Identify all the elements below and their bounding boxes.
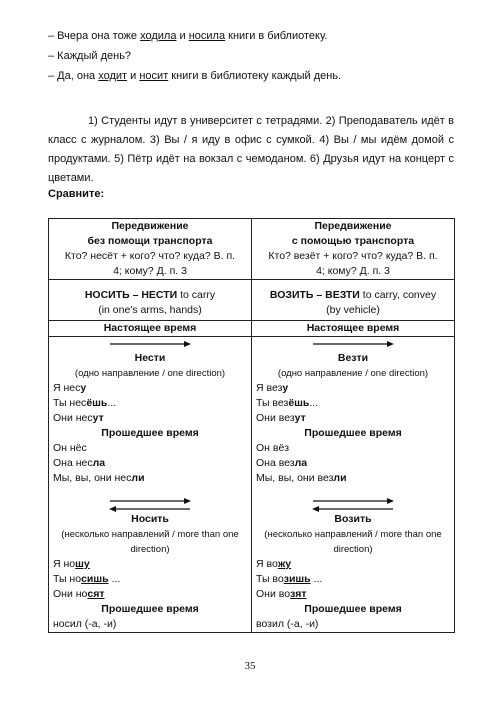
exercise-paragraph: 1) Студенты идут в университет с тетрадями. 2) Преподаватель идёт в класс с журналом. 3) Вы / я иду в офис с сумкой. 4) Вы / мы идём домой с продуктами. 5) Пётр идёт на вокзал с чемоданом. 6) Друзья идут на концерт с цветами. bbox=[48, 115, 454, 184]
compare-heading: Сравните: bbox=[48, 188, 105, 200]
left-present-form bbox=[53, 411, 247, 426]
right-multidirectional-note-2: direction) bbox=[333, 544, 373, 555]
verb-ending: шу bbox=[75, 558, 90, 570]
left-past-form bbox=[53, 456, 247, 471]
verb-ending: у bbox=[282, 382, 289, 394]
verb-ending: ли bbox=[333, 472, 347, 484]
verb-stem: Мы, вы, они нес bbox=[53, 472, 132, 484]
right-unidirectional-note: (одно направление / one direction) bbox=[277, 368, 429, 379]
dialog-line bbox=[48, 70, 341, 82]
verb-stem: Ты нес bbox=[53, 397, 87, 409]
verb-stem: Они вез bbox=[256, 412, 295, 424]
conjugation-row bbox=[49, 337, 455, 633]
right-verb-pair-cell bbox=[252, 280, 455, 321]
spacer bbox=[256, 486, 450, 498]
right-present-form bbox=[256, 381, 450, 396]
right-header-title: Передвижение bbox=[314, 220, 392, 232]
verb-pair-row bbox=[49, 280, 455, 321]
right-header-question-2: 4; кому? Д. п. 3 bbox=[316, 265, 390, 277]
verb-ending: ут bbox=[294, 412, 306, 424]
dialog-text: и bbox=[127, 70, 140, 82]
table-header-row bbox=[49, 219, 455, 280]
verb-stem: Он нёс bbox=[53, 442, 87, 454]
left-multidirectional-verb: Носить bbox=[131, 513, 169, 525]
left-verb-pair: НОСИТЬ – НЕСТИ bbox=[84, 289, 178, 301]
underlined-verb: носила bbox=[188, 30, 226, 42]
right-past-heading: Прошедшее время bbox=[304, 427, 402, 439]
right-present-form bbox=[256, 411, 450, 426]
left-past-heading: Прошедшее время bbox=[101, 427, 199, 439]
verb-stem: Я нес bbox=[53, 382, 81, 394]
verb-stem: ... bbox=[309, 397, 319, 409]
left-unidirectional-verb: Нести bbox=[134, 352, 166, 364]
verb-stem: Она нес bbox=[53, 457, 93, 469]
underlined-verb: ходит bbox=[98, 70, 128, 82]
verb-stem: Я вез bbox=[256, 382, 283, 394]
dialog-text: – Да, она bbox=[48, 70, 99, 82]
right-header-cell bbox=[252, 219, 455, 280]
verb-ending: жу bbox=[277, 558, 292, 570]
verb-ending: ёшь bbox=[86, 397, 108, 409]
left-multi-present-form bbox=[53, 557, 247, 572]
right-verb-translation: to carry, convey bbox=[359, 289, 437, 301]
verb-ending: сишь bbox=[81, 573, 109, 585]
verb-stem: Они нес bbox=[53, 412, 93, 424]
verb-stem: ... bbox=[107, 397, 117, 409]
verb-stem: Ты во bbox=[256, 573, 284, 585]
right-multi-present-form bbox=[256, 572, 450, 587]
underlined-verb: ходила bbox=[140, 30, 177, 42]
verb-stem: ... bbox=[108, 573, 121, 585]
verb-stem: ... bbox=[310, 573, 323, 585]
right-multi-past-form: возил (-а, -и) bbox=[256, 618, 319, 630]
left-multi-past-heading: Прошедшее время bbox=[101, 603, 199, 615]
two-direction-arrows-icon bbox=[53, 498, 247, 512]
right-past-form bbox=[256, 456, 450, 471]
left-present-heading: Настоящее время bbox=[49, 321, 252, 337]
verb-stem: Я во bbox=[256, 558, 278, 570]
left-present-form bbox=[53, 381, 247, 396]
right-present-form bbox=[256, 396, 450, 411]
verb-ending: зишь bbox=[283, 573, 311, 585]
verb-ending: зят bbox=[290, 588, 307, 600]
verb-ending: ла bbox=[294, 457, 308, 469]
right-verb-pair: ВОЗИТЬ – ВЕЗТИ bbox=[269, 289, 360, 301]
verb-stem: Ты вез bbox=[256, 397, 289, 409]
left-verb-translation: to carry bbox=[177, 289, 216, 301]
present-heading-row bbox=[49, 321, 455, 337]
dialog-text: книги в библиотеку. bbox=[225, 30, 328, 42]
left-header-cell bbox=[49, 219, 252, 280]
verb-stem: Он вёз bbox=[256, 442, 290, 454]
verb-stem: Они во bbox=[256, 588, 291, 600]
underlined-verb: носит bbox=[139, 70, 169, 82]
verb-ending: у bbox=[80, 382, 87, 394]
left-verb-pair-cell bbox=[49, 280, 252, 321]
verb-ending: ли bbox=[131, 472, 145, 484]
right-conjugation-cell bbox=[252, 337, 455, 633]
left-header-subtitle: без помощи транспорта bbox=[87, 235, 213, 247]
right-multidirectional-note: (несколько направлений / more than one bbox=[264, 529, 442, 540]
spacer bbox=[53, 486, 247, 498]
left-multi-present-form bbox=[53, 572, 247, 587]
right-multi-present-form bbox=[256, 587, 450, 602]
dialog-text: – Вчера она тоже bbox=[48, 30, 141, 42]
left-unidirectional-note: (одно направление / one direction) bbox=[74, 368, 226, 379]
left-past-form bbox=[53, 441, 247, 456]
page-number: 35 bbox=[244, 660, 256, 672]
right-present-heading: Настоящее время bbox=[252, 321, 455, 337]
left-multidirectional-note: (несколько направлений / more than one bbox=[61, 529, 239, 540]
dialog-text: и bbox=[176, 30, 189, 42]
left-multidirectional-note-2: direction) bbox=[130, 544, 170, 555]
verb-stem: Мы, вы, они вез bbox=[256, 472, 334, 484]
right-past-form bbox=[256, 471, 450, 486]
left-header-question: Кто? несёт + кого? что? куда? В. п. bbox=[64, 250, 236, 262]
one-direction-arrow-icon bbox=[53, 337, 247, 351]
left-multi-past-form: носил (-а, -и) bbox=[53, 618, 117, 630]
right-past-form bbox=[256, 441, 450, 456]
left-multi-present-form bbox=[53, 587, 247, 602]
left-conjugation-cell bbox=[49, 337, 252, 633]
left-header-question-2: 4; кому? Д. п. 3 bbox=[113, 265, 187, 277]
left-verb-note: (in one's arms, hands) bbox=[98, 304, 202, 316]
two-direction-arrows-icon bbox=[256, 498, 450, 512]
left-present-form bbox=[53, 396, 247, 411]
verb-ending: ёшь bbox=[288, 397, 310, 409]
right-unidirectional-verb: Везти bbox=[337, 352, 369, 364]
verb-stem: Они но bbox=[53, 588, 88, 600]
dialog-text: – Каждый день? bbox=[48, 50, 132, 62]
dialog-text: книги в библиотеку каждый день. bbox=[168, 70, 342, 82]
right-header-subtitle: с помощью транспорта bbox=[291, 235, 415, 247]
comparison-table bbox=[48, 218, 455, 633]
right-verb-note: (by vehicle) bbox=[326, 304, 380, 316]
verb-ending: ла bbox=[92, 457, 106, 469]
left-past-form bbox=[53, 471, 247, 486]
right-header-question: Кто? везёт + кого? что? куда? В. п. bbox=[268, 250, 438, 262]
right-multi-present-form bbox=[256, 557, 450, 572]
verb-ending: ут bbox=[92, 412, 104, 424]
verb-stem: Я но bbox=[53, 558, 76, 570]
one-direction-arrow-icon bbox=[256, 337, 450, 351]
left-header-title: Передвижение bbox=[111, 220, 189, 232]
right-multidirectional-verb: Возить bbox=[334, 513, 372, 525]
dialog-line bbox=[48, 30, 327, 42]
verb-stem: Она вез bbox=[256, 457, 295, 469]
right-multi-past-heading: Прошедшее время bbox=[304, 603, 402, 615]
dialog-line bbox=[48, 50, 131, 62]
verb-stem: Ты но bbox=[53, 573, 82, 585]
verb-ending: сят bbox=[87, 588, 105, 600]
